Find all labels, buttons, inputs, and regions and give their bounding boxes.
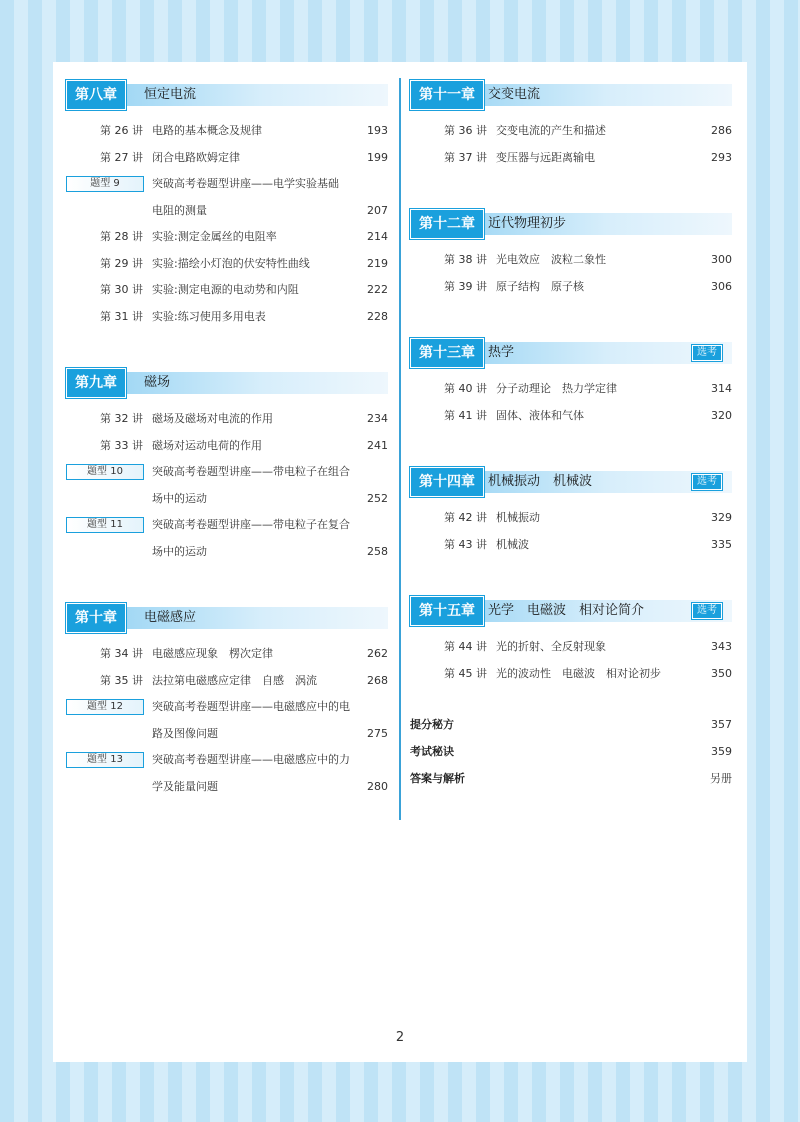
entry-title: 实验:描绘小灯泡的伏安特性曲线 — [152, 256, 310, 270]
lecture-number: 第 44 讲 — [444, 640, 487, 653]
lecture-number: 第 42 讲 — [444, 511, 487, 524]
chapter-title: 交变电流 — [488, 87, 541, 102]
toc-entry[interactable] — [66, 433, 388, 460]
chapter-header — [66, 368, 388, 396]
entry-page: 252 — [367, 491, 388, 505]
toc-entry[interactable] — [66, 512, 388, 539]
lecture-number: 第 27 讲 — [100, 150, 143, 164]
toc-entry[interactable] — [410, 532, 732, 559]
entry-title: 电磁感应现象 楞次定律 — [152, 647, 273, 660]
extra-page: 357 — [711, 718, 732, 731]
entry-page: 314 — [711, 382, 732, 395]
lecture-number: 第 30 讲 — [100, 283, 143, 296]
lecture-number: 第 45 讲 — [444, 666, 487, 680]
entry-page: 228 — [367, 309, 388, 323]
entry-title: 电阻的测量 — [152, 203, 207, 217]
toc-entry[interactable] — [66, 251, 388, 278]
entry-page: 335 — [711, 537, 732, 551]
toc-entry[interactable] — [66, 459, 388, 486]
entry-title: 突破高考卷题型讲座——带电粒子在组合 — [152, 465, 350, 478]
elective-badge: 选考 — [692, 474, 722, 490]
chapter-header — [410, 596, 732, 624]
toc-entry[interactable] — [66, 486, 388, 513]
entry-page: 234 — [367, 412, 388, 425]
extra-label: 考试秘诀 — [410, 745, 454, 758]
chapter-header — [410, 80, 732, 108]
entry-title: 路及图像问题 — [152, 726, 218, 740]
entry-title: 光的折射、全反射现象 — [496, 640, 606, 653]
entry-title: 光的波动性 电磁波 相对论初步 — [496, 666, 661, 680]
entry-title: 突破高考卷题型讲座——带电粒子在复合 — [152, 518, 350, 531]
lecture-number: 第 38 讲 — [444, 253, 487, 266]
entry-title: 法拉第电磁感应定律 自感 涡流 — [152, 673, 317, 687]
entry-page: 262 — [367, 647, 388, 660]
entry-title: 实验:练习使用多用电表 — [152, 309, 266, 323]
question-type-badge: 题型 10 — [66, 464, 144, 480]
entry-title: 突破高考卷题型讲座——电磁感应中的电 — [152, 700, 350, 713]
page-number: 2 — [395, 1030, 405, 1045]
chapter-title: 机械振动 机械波 — [488, 474, 593, 489]
entry-title: 闭合电路欧姆定律 — [152, 150, 240, 164]
entry-title: 实验:测定金属丝的电阻率 — [152, 230, 277, 243]
toc-entry[interactable] — [66, 277, 388, 304]
toc-entry[interactable] — [66, 171, 388, 198]
chapter-header — [66, 603, 388, 631]
entry-page: 343 — [711, 640, 732, 653]
toc-entry[interactable] — [66, 668, 388, 695]
entry-title: 磁场及磁场对电流的作用 — [152, 412, 273, 425]
entry-title: 机械振动 — [496, 511, 540, 524]
entry-page: 199 — [367, 150, 388, 164]
entry-title: 机械波 — [496, 537, 529, 551]
chapter-tag: 第十二章 — [410, 209, 484, 239]
column-divider — [399, 78, 401, 820]
toc-entry[interactable] — [66, 774, 388, 801]
chapter-tag: 第十一章 — [410, 80, 484, 110]
entry-page: 258 — [367, 544, 388, 558]
extra-label: 提分秘方 — [410, 718, 454, 731]
chapter-title: 光学 电磁波 相对论简介 — [488, 603, 645, 618]
question-type-badge: 题型 9 — [66, 176, 144, 192]
chapter-title: 电磁感应 — [144, 610, 197, 625]
toc-entry[interactable] — [410, 274, 732, 301]
entry-page: 214 — [367, 230, 388, 243]
left-column — [66, 80, 388, 800]
extra-entry[interactable] — [410, 738, 732, 765]
chapter-header — [410, 467, 732, 495]
extra-label: 答案与解析 — [410, 772, 465, 785]
entry-title: 交变电流的产生和描述 — [496, 124, 606, 137]
entry-page: 300 — [711, 253, 732, 266]
lecture-number: 第 31 讲 — [100, 309, 143, 323]
toc-entry[interactable] — [410, 634, 732, 661]
toc-entry[interactable] — [410, 145, 732, 172]
chapter-header — [66, 80, 388, 108]
toc-entry[interactable] — [66, 406, 388, 433]
entry-page: 275 — [367, 726, 388, 740]
entry-page: 293 — [711, 150, 732, 164]
entry-title: 突破高考卷题型讲座——电磁感应中的力 — [152, 753, 350, 766]
section-gap — [410, 300, 732, 338]
toc-entry[interactable] — [66, 304, 388, 331]
chapter-header — [410, 338, 732, 366]
lecture-number: 第 39 讲 — [444, 279, 487, 293]
entry-page: 219 — [367, 256, 388, 270]
entry-title: 原子结构 原子核 — [496, 279, 584, 293]
section-gap — [410, 171, 732, 209]
entry-page: 350 — [711, 666, 732, 680]
lecture-number: 第 32 讲 — [100, 412, 143, 425]
chapter-title: 磁场 — [144, 375, 171, 390]
extra-page: 359 — [711, 745, 732, 758]
chapter-tag: 第八章 — [66, 80, 126, 110]
entry-page: 286 — [711, 124, 732, 137]
entry-title: 磁场对运动电荷的作用 — [152, 438, 262, 452]
entry-title: 电路的基本概念及规律 — [152, 124, 262, 137]
toc-entry[interactable] — [66, 198, 388, 225]
chapter-title: 近代物理初步 — [488, 216, 567, 231]
toc-entry[interactable] — [410, 403, 732, 430]
entry-page: 193 — [367, 124, 388, 137]
right-column — [410, 80, 732, 792]
entry-title: 分子动理论 热力学定律 — [496, 382, 617, 395]
lecture-number: 第 35 讲 — [100, 673, 143, 687]
extras-spacer — [410, 687, 732, 711]
toc-entry[interactable] — [410, 505, 732, 532]
entry-title: 固体、液体和气体 — [496, 408, 584, 422]
question-type-badge: 题型 11 — [66, 517, 144, 533]
toc-entry[interactable] — [66, 641, 388, 668]
elective-badge: 选考 — [692, 345, 722, 361]
chapter-title: 恒定电流 — [144, 87, 197, 102]
question-type-badge: 题型 12 — [66, 699, 144, 715]
entry-title: 场中的运动 — [152, 491, 207, 505]
lecture-number: 第 34 讲 — [100, 647, 143, 660]
toc-entry[interactable] — [410, 247, 732, 274]
entry-page: 329 — [711, 511, 732, 524]
chapter-tag: 第十三章 — [410, 338, 484, 368]
section-gap — [410, 558, 732, 596]
entry-page: 306 — [711, 279, 732, 293]
toc-entry[interactable] — [66, 224, 388, 251]
chapter-title: 热学 — [488, 345, 515, 360]
toc-entry[interactable] — [410, 376, 732, 403]
entry-page: 268 — [367, 673, 388, 687]
section-gap — [66, 330, 388, 368]
lecture-number: 第 41 讲 — [444, 408, 487, 422]
toc-entry[interactable] — [66, 694, 388, 721]
toc-entry[interactable] — [410, 661, 732, 688]
question-type-badge: 题型 13 — [66, 752, 144, 768]
entry-title: 场中的运动 — [152, 544, 207, 558]
section-gap — [410, 429, 732, 467]
entry-title: 光电效应 波粒二象性 — [496, 253, 606, 266]
extra-entry[interactable] — [410, 765, 732, 792]
lecture-number: 第 28 讲 — [100, 230, 143, 243]
chapter-header — [410, 209, 732, 237]
entry-page: 241 — [367, 438, 388, 452]
lecture-number: 第 43 讲 — [444, 537, 487, 551]
entry-title: 学及能量问题 — [152, 779, 218, 793]
lecture-number: 第 37 讲 — [444, 150, 487, 164]
extra-entry[interactable] — [410, 711, 732, 738]
toc-entry[interactable] — [66, 539, 388, 566]
lecture-number: 第 29 讲 — [100, 256, 143, 270]
section-gap — [66, 565, 388, 603]
lecture-number: 第 33 讲 — [100, 438, 143, 452]
entry-page: 222 — [367, 283, 388, 296]
elective-badge: 选考 — [692, 603, 722, 619]
toc-entry[interactable] — [66, 721, 388, 748]
entry-page: 320 — [711, 408, 732, 422]
chapter-tag: 第九章 — [66, 368, 126, 398]
toc-entry[interactable] — [66, 145, 388, 172]
entry-page: 280 — [367, 779, 388, 793]
toc-entry[interactable] — [66, 747, 388, 774]
chapter-tag: 第十章 — [66, 603, 126, 633]
lecture-number: 第 26 讲 — [100, 124, 143, 137]
entry-title: 突破高考卷题型讲座——电学实验基础 — [152, 177, 339, 190]
chapter-tag: 第十五章 — [410, 596, 484, 626]
entry-title: 实验:测定电源的电动势和内阻 — [152, 283, 299, 296]
lecture-number: 第 40 讲 — [444, 382, 487, 395]
lecture-number: 第 36 讲 — [444, 124, 487, 137]
extra-page: 另册 — [710, 772, 732, 785]
toc-entry[interactable] — [410, 118, 732, 145]
chapter-tag: 第十四章 — [410, 467, 484, 497]
toc-entry[interactable] — [66, 118, 388, 145]
entry-title: 变压器与远距离输电 — [496, 150, 595, 164]
entry-page: 207 — [367, 203, 388, 217]
